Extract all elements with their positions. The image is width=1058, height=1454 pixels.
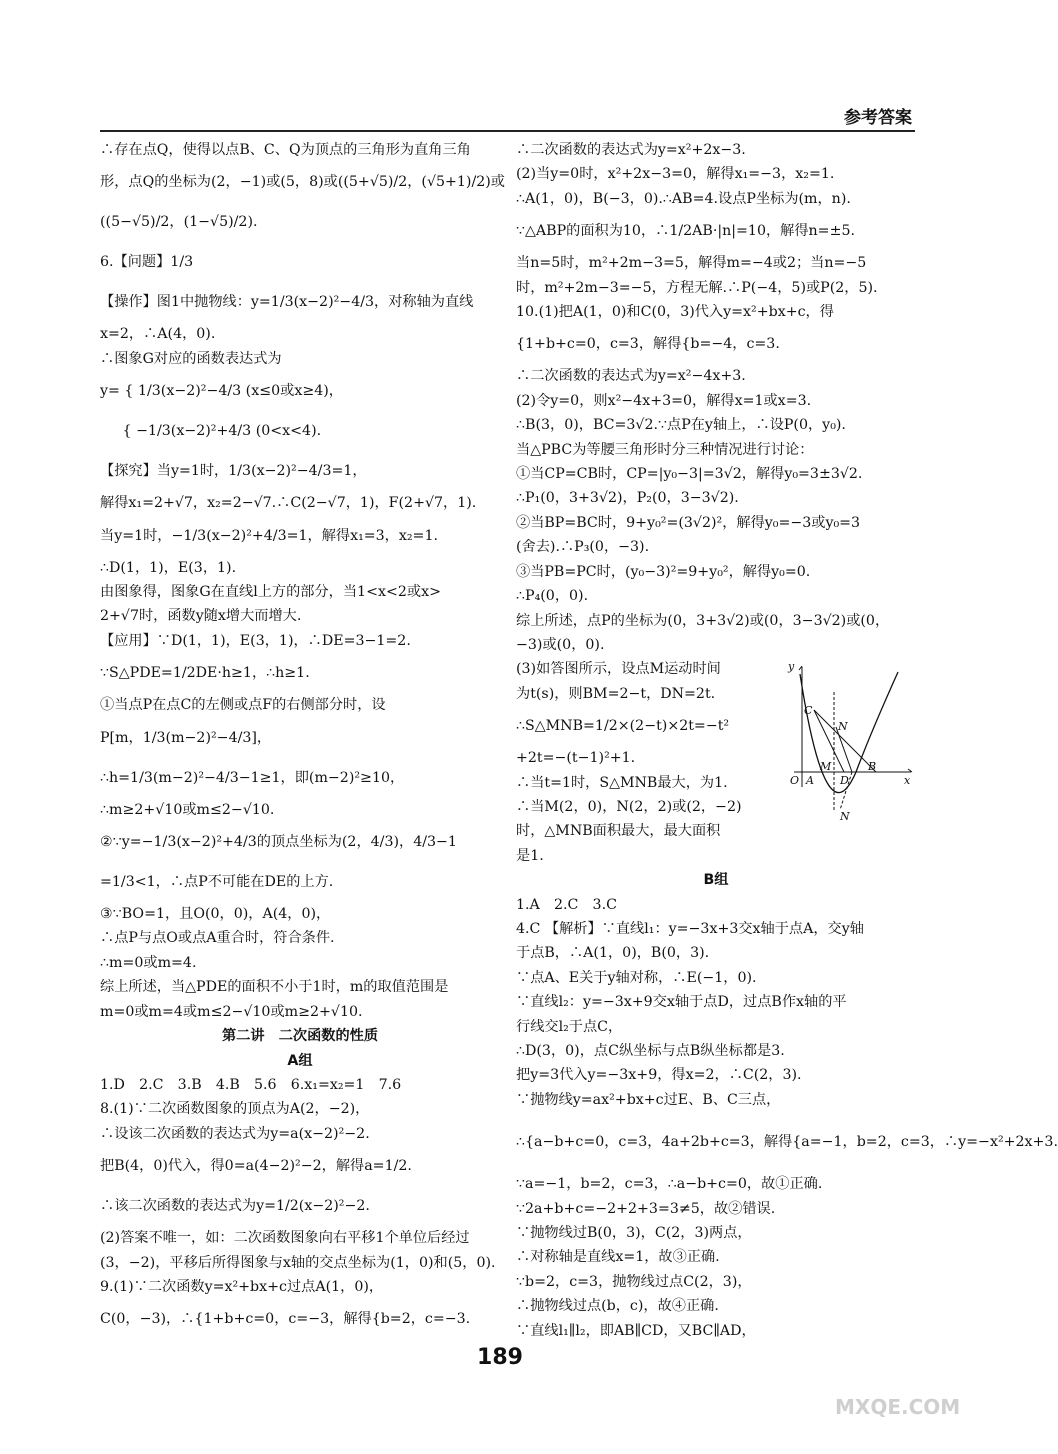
text-line: ②当BP=BC时，9+y₀²=(3√2)²，解得y₀=−3或y₀=3 bbox=[516, 514, 861, 531]
text-line: {1+b+c=0，c=3，解得{b=−4，c=3. bbox=[516, 336, 780, 353]
text-line: 2+√7时，函数y随x增大而增大. bbox=[100, 608, 302, 625]
watermark: MXQE.COM bbox=[835, 1395, 961, 1419]
text-line: 【应用】∵D(1，1)，E(3，1)，∴DE=3−1=2. bbox=[100, 632, 411, 649]
text-line: 【探究】当y=1时，1/3(x−2)²−4/3=1， bbox=[100, 463, 367, 480]
text-line: 是1. bbox=[516, 847, 544, 864]
graph-label: N bbox=[838, 720, 848, 733]
text-line: ∵b=2，c=3，抛物线过点C(2，3)， bbox=[516, 1273, 752, 1290]
text-line: ∵△ABP的面积为10，∴1/2AB·|n|=10，解得n=±5. bbox=[516, 223, 855, 240]
text-line: ∴存在点Q，使得以点B、C、Q为顶点的三角形为直角三角 bbox=[100, 142, 471, 158]
text-line: 为t(s)，则BM=2−t，DN=2t. bbox=[516, 685, 716, 702]
text-line: ∴P₄(0，0). bbox=[516, 588, 589, 605]
text-line: ∴对称轴是直线x=1，故③正确. bbox=[516, 1249, 720, 1266]
text-line: ∴m≥2+√10或m≤2−√10. bbox=[100, 801, 275, 818]
text-line: ③∵BO=1，且O(0，0)，A(4，0)， bbox=[100, 906, 331, 923]
text-line: =1/3<1，∴点P不可能在DE的上方. bbox=[100, 874, 334, 891]
text-line: ∴当M(2，0)，N(2，2)或(2，−2) bbox=[516, 798, 742, 815]
text-line: y= { 1/3(x−2)²−4/3 (x≤0或x≥4)， bbox=[100, 383, 343, 400]
text-line: 综上所述，当△PDE的面积不小于1时，m的取值范围是 bbox=[100, 979, 449, 996]
text-line: 1.A 2.C 3.C bbox=[516, 896, 617, 913]
text-line: ∴图象G对应的函数表达式为 bbox=[100, 350, 282, 367]
text-line: ①当点P在点C的左侧或点F的右侧部分时，设 bbox=[100, 697, 386, 714]
text-line: ∴二次函数的表达式为y=x²+2x−3. bbox=[516, 142, 746, 158]
text-line: C(0，−3)，∴{1+b+c=0，c=−3，解得{b=2，c=−3. bbox=[100, 1311, 471, 1328]
text-line: ②∵y=−1/3(x−2)²+4/3的顶点坐标为(2，4/3)，4/3−1 bbox=[100, 834, 457, 851]
text-line: −3)或(0，0). bbox=[516, 636, 605, 653]
text-line: (3，−2)，平移后所得图象与x轴的交点坐标为(1，0)和(5，0). bbox=[100, 1254, 496, 1271]
text-line: ∴当t=1时，S△MNB最大，为1. bbox=[516, 774, 728, 791]
text-line: ∴m=0或m=4. bbox=[100, 954, 197, 971]
graph-label: y bbox=[788, 660, 795, 673]
text-line: +2t=−(t−1)²+1. bbox=[516, 750, 636, 767]
text-line: 把B(4，0)代入，得0=a(4−2)²−2，解得a=1/2. bbox=[100, 1158, 412, 1175]
header-rule bbox=[100, 130, 915, 132]
text-line: 8.(1)∵二次函数图象的顶点为A(2，−2)， bbox=[100, 1101, 370, 1118]
text-line: ∵抛物线y=ax²+bx+c过E、B、C三点， bbox=[516, 1091, 781, 1108]
text-line: ∴P₁(0，3+3√2)，P₂(0，3−3√2). bbox=[516, 490, 739, 507]
text-line: 【操作】图1中抛物线：y=1/3(x−2)²−4/3，对称轴为直线 bbox=[100, 294, 474, 311]
group-title: A组 bbox=[287, 1052, 313, 1069]
parabola bbox=[800, 672, 898, 793]
text-line: ∴抛物线过点(b，c)，故④正确. bbox=[516, 1298, 719, 1315]
text-line: (2)令y=0，则x²−4x+3=0，解得x=1或x=3. bbox=[516, 392, 812, 409]
answer-graph bbox=[786, 662, 916, 822]
text-line: 1.D 2.C 3.B 4.B 5.6 6.x₁=x₂=1 7.6 bbox=[100, 1076, 402, 1093]
graph-label: N bbox=[840, 810, 850, 823]
text-line: (2)答案不唯一，如：二次函数图象向右平移1个单位后经过 bbox=[100, 1230, 470, 1247]
left-column bbox=[100, 138, 505, 1339]
text-line: 由图象得，图象G在直线l上方的部分，当1<x<2或x> bbox=[100, 584, 441, 601]
text-line: ∴{a−b+c=0，c=3，4a+2b+c=3，解得{a=−1，b=2，c=3，∴y=−x²+2x+3. bbox=[516, 1134, 1058, 1151]
text-line: ∵S△PDE=1/2DE·h≥1，∴h≥1. bbox=[100, 665, 310, 682]
text-line: ∴设该二次函数的表达式为y=a(x−2)²−2. bbox=[100, 1125, 370, 1142]
text-line: x=2，∴A(4，0). bbox=[100, 326, 216, 343]
text-line: ∴S△MNB=1/2×(2−t)×2t=−t² bbox=[516, 718, 730, 735]
page-number: 189 bbox=[477, 1345, 523, 1370]
text-line: 当△PBC为等腰三角形时分三种情况进行讨论： bbox=[516, 441, 814, 458]
text-line: 6.【问题】1/3 bbox=[100, 254, 194, 271]
text-line: 9.(1)∵二次函数y=x²+bx+c过点A(1，0)， bbox=[100, 1278, 384, 1295]
graph-label: C bbox=[804, 704, 813, 717]
text-line: 4.C 【解析】∵直线l₁：y=−3x+3交x轴于点A，交y轴 bbox=[516, 920, 864, 937]
graph-label: x bbox=[904, 774, 911, 787]
text-line: 解得x₁=2+√7，x₂=2−√7.∴C(2−√7，1)，F(2+√7，1). bbox=[100, 495, 477, 512]
text-line: ∵点A、E关于y轴对称，∴E(−1，0). bbox=[516, 969, 757, 986]
section-title: 第二讲 二次函数的性质 bbox=[221, 1028, 379, 1045]
text-line: (2)当y=0时，x²+2x−3=0，解得x₁=−3，x₂=1. bbox=[516, 166, 835, 183]
text-line: ∴点P与点O或点A重合时，符合条件. bbox=[100, 930, 335, 947]
text-line: 行线交l₂于点C， bbox=[516, 1018, 623, 1035]
text-line: 于点B，∴A(1，0)，B(0，3). bbox=[516, 945, 710, 962]
text-line: ∴A(1，0)，B(−3，0).∴AB=4.设点P坐标为(m，n). bbox=[516, 190, 851, 207]
text-line: ∴D(1，1)，E(3，1). bbox=[100, 559, 237, 576]
graph-label: A bbox=[806, 774, 814, 787]
page-header: 参考答案 bbox=[844, 108, 912, 128]
text-line: ∴二次函数的表达式为y=x²−4x+3. bbox=[516, 368, 746, 385]
text-line: m=0或m=4或m≤2−√10或m≥2+√10. bbox=[100, 1003, 363, 1020]
text-line: 10.(1)把A(1，0)和C(0，3)代入y=x²+bx+c，得 bbox=[516, 304, 834, 321]
text-line: (舍去).∴P₃(0，−3). bbox=[516, 539, 650, 556]
text-line: ∵直线l₂：y=−3x+9交x轴于点D，过点B作x轴的平 bbox=[516, 994, 847, 1011]
text-line: 综上所述，点P的坐标为(0，3+3√2)或(0，3−3√2)或(0， bbox=[516, 612, 890, 629]
text-line: 形，点Q的坐标为(2，−1)或(5，8)或((5+√5)/2，(√5+1)/2)或 bbox=[100, 174, 505, 191]
graph-label: O bbox=[790, 774, 800, 787]
text-line: ①当CP=CB时，CP=|y₀−3|=3√2，解得y₀=3±3√2. bbox=[516, 466, 863, 483]
group-title: B组 bbox=[703, 872, 729, 889]
text-line: 时，m²+2m−3=−5，方程无解.∴P(−4，5)或P(2，5). bbox=[516, 279, 878, 296]
text-line: ((5−√5)/2，(1−√5)/2). bbox=[100, 214, 258, 231]
segment-nd bbox=[836, 727, 852, 772]
text-line: ∴该二次函数的表达式为y=1/2(x−2)²−2. bbox=[100, 1198, 370, 1215]
text-line: 时，△MNB面积最大，最大面积 bbox=[516, 823, 721, 840]
text-line: ∵a=−1，b=2，c=3，∴a−b+c=0，故①正确. bbox=[516, 1176, 823, 1193]
text-line: ∴B(3，0)，BC=3√2.∵点P在y轴上，∴设P(0，y₀). bbox=[516, 417, 846, 434]
graph-label: B bbox=[868, 760, 877, 773]
text-line: ∵直线l₁∥l₂，即AB∥CD，又BC∥AD， bbox=[516, 1322, 756, 1339]
text-line: { −1/3(x−2)²+4/3 (0<x<4). bbox=[100, 423, 322, 440]
text-line: P[m，1/3(m−2)²−4/3]， bbox=[100, 729, 272, 746]
text-line: ∴D(3，0)，点C纵坐标与点B纵坐标都是3. bbox=[516, 1043, 785, 1059]
text-line: 把y=3代入y=−3x+9，得x=2，∴C(2，3). bbox=[516, 1067, 802, 1084]
text-line: ∵抛物线过B(0，3)，C(2，3)两点， bbox=[516, 1225, 752, 1242]
text-line: 当n=5时，m²+2m−3=5，解得m=−4或2；当n=−5 bbox=[516, 255, 867, 272]
text-line: ③当PB=PC时，(y₀−3)²=9+y₀²，解得y₀=0. bbox=[516, 563, 811, 580]
text-line: ∴h=1/3(m−2)²−4/3−1≥1，即(m−2)²≥10， bbox=[100, 769, 405, 786]
graph-label: M bbox=[820, 760, 832, 773]
text-line: (3)如答图所示，设点M运动时间 bbox=[516, 661, 721, 678]
text-line: ∵2a+b+c=−2+2+3=3≠5，故②错误. bbox=[516, 1200, 776, 1217]
graph-label: D bbox=[840, 774, 849, 787]
text-line: 当y=1时，−1/3(x−2)²+4/3=1，解得x₁=3，x₂=1. bbox=[100, 527, 438, 544]
